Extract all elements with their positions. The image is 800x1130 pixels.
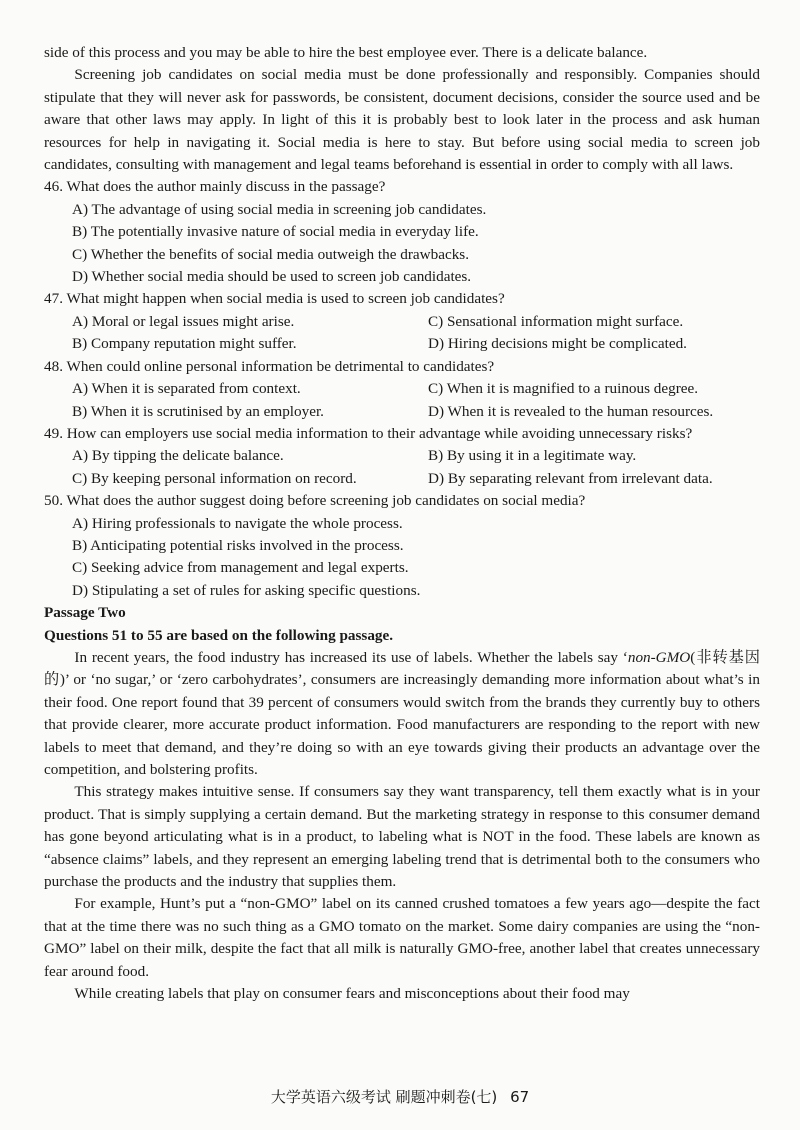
option-row [44,468,760,490]
question-stem: 48. When could online personal information be detrimental to candidates? [44,357,495,375]
passage-one-paragraph-final: Screening job candidates on social media must be done professionally and responsibly. Companies should stipulate that they will never ask for passwords, be consistent, document decisions, consider the source used and be aware that other laws may apply. In light of this it is probably best to look later in the process and ask human resources for help in navigating it. Social media is here to stay. But before using social media to screen job candidates, consulting with management and legal teams beforehand is essential in order to comply with all laws. [44,66,760,174]
option-b: B) Anticipating potential risks involved in the process. [72,536,404,554]
question-stem: 46. What does the author mainly discuss in the passage? [44,178,386,196]
option-row [44,311,760,333]
passage-one-paragraph-end: side of this process and you may be able to hire the best employee ever. There is a delicate balance. [44,44,648,61]
option-a: A) When it is separated from context. [72,380,301,398]
option-d: D) Stipulating a set of rules for asking specific questions. [72,581,421,599]
italic-term: non-GMO [627,648,691,666]
question-49 [44,423,760,490]
option-a: A) The advantage of using social media in screening job candidates. [72,200,487,218]
question-stem: 47. What might happen when social media is used to screen job candidates? [44,290,505,308]
option-a: A) Moral or legal issues might arise. [72,312,295,330]
page-footer [0,1086,800,1108]
option-c: C) When it is magnified to a ruinous degree. [428,380,699,398]
option-c: C) Whether the benefits of social media outweigh the drawbacks. [72,245,469,263]
option-d: D) By separating relevant from irrelevant data. [428,469,713,487]
passage-two-instruction: Questions 51 to 55 are based on the following passage. [44,626,394,644]
footer-title: 大学英语六级考试 刷题冲刺卷(七) [270,1088,498,1106]
option-d: D) When it is revealed to the human resources. [428,402,714,420]
question-50 [44,490,760,602]
option-a: A) Hiring professionals to navigate the whole process. [72,514,403,532]
option-row [44,378,760,400]
paragraph-text: (非转基因的)’ or ‘no sugar,’ or ‘zero carbohydrates’, consumers are increasingly demanding more information about what’s in their food. One report found that 39 percent of consumers would switch from the brands they currently buy to others that provide clearer, more accurate product information. Food manufacturers are responding to the report with new labels to meet that demand, and they’re doing so with an eye towards giving their products an advantage over the competition, and bolstering profits. [44,648,760,778]
option-b: B) The potentially invasive nature of social media in everyday life. [72,223,479,241]
question-stem: 50. What does the author suggest doing before screening job candidates on social media? [44,492,586,510]
question-46 [44,176,760,288]
passage-two-paragraph-3: For example, Hunt’s put a “non-GMO” label on its canned crushed tomatoes a few years ago—despite the fact that at the time there was no such thing as a GMO tomato on the market. Some dairy companies are using the “non-GMO” label on their milk, despite the fact that all milk is naturally GMO-free, another label that creates unnecessary fear around food. [44,895,760,980]
option-a: A) By tipping the delicate balance. [72,447,284,465]
paragraph-text: In recent years, the food industry has increased its use of labels. Whether the labels say ‘ [74,648,628,666]
question-47 [44,288,760,355]
option-b: B) By using it in a legitimate way. [428,447,637,465]
option-d: D) Whether social media should be used to screen job candidates. [72,268,472,286]
option-row [44,401,760,423]
passage-two-paragraph-4: While creating labels that play on consumer fears and misconceptions about their food may [74,985,630,1003]
question-48 [44,356,760,423]
option-b: B) When it is scrutinised by an employer. [72,402,324,420]
page-number: 67 [510,1088,530,1106]
option-c: C) Sensational information might surface. [428,312,684,330]
option-c: C) By keeping personal information on record. [72,469,357,487]
option-b: B) Company reputation might suffer. [72,335,297,353]
option-row [44,445,760,467]
question-stem: 49. How can employers use social media information to their advantage while avoiding unnecessary risks? [44,424,693,442]
option-d: D) Hiring decisions might be complicated. [428,335,687,353]
option-c: C) Seeking advice from management and legal experts. [72,559,409,577]
passage-two-paragraph-2: This strategy makes intuitive sense. If consumers say they want transparency, tell them exactly what is in your product. That is simply supplying a certain demand. But the marketing strategy in response to this consumer demand has gone beyond articulating what is in a product, to labeling what is NOT in the food. These labels are known as “absence claims” labels, and they represent an emerging labeling trend that is detrimental both to the consumers who purchase the products and the industry that supplies them. [44,783,760,891]
passage-two-paragraph-1 [44,647,760,781]
option-row [44,333,760,355]
passage-two-title: Passage Two [44,604,126,622]
